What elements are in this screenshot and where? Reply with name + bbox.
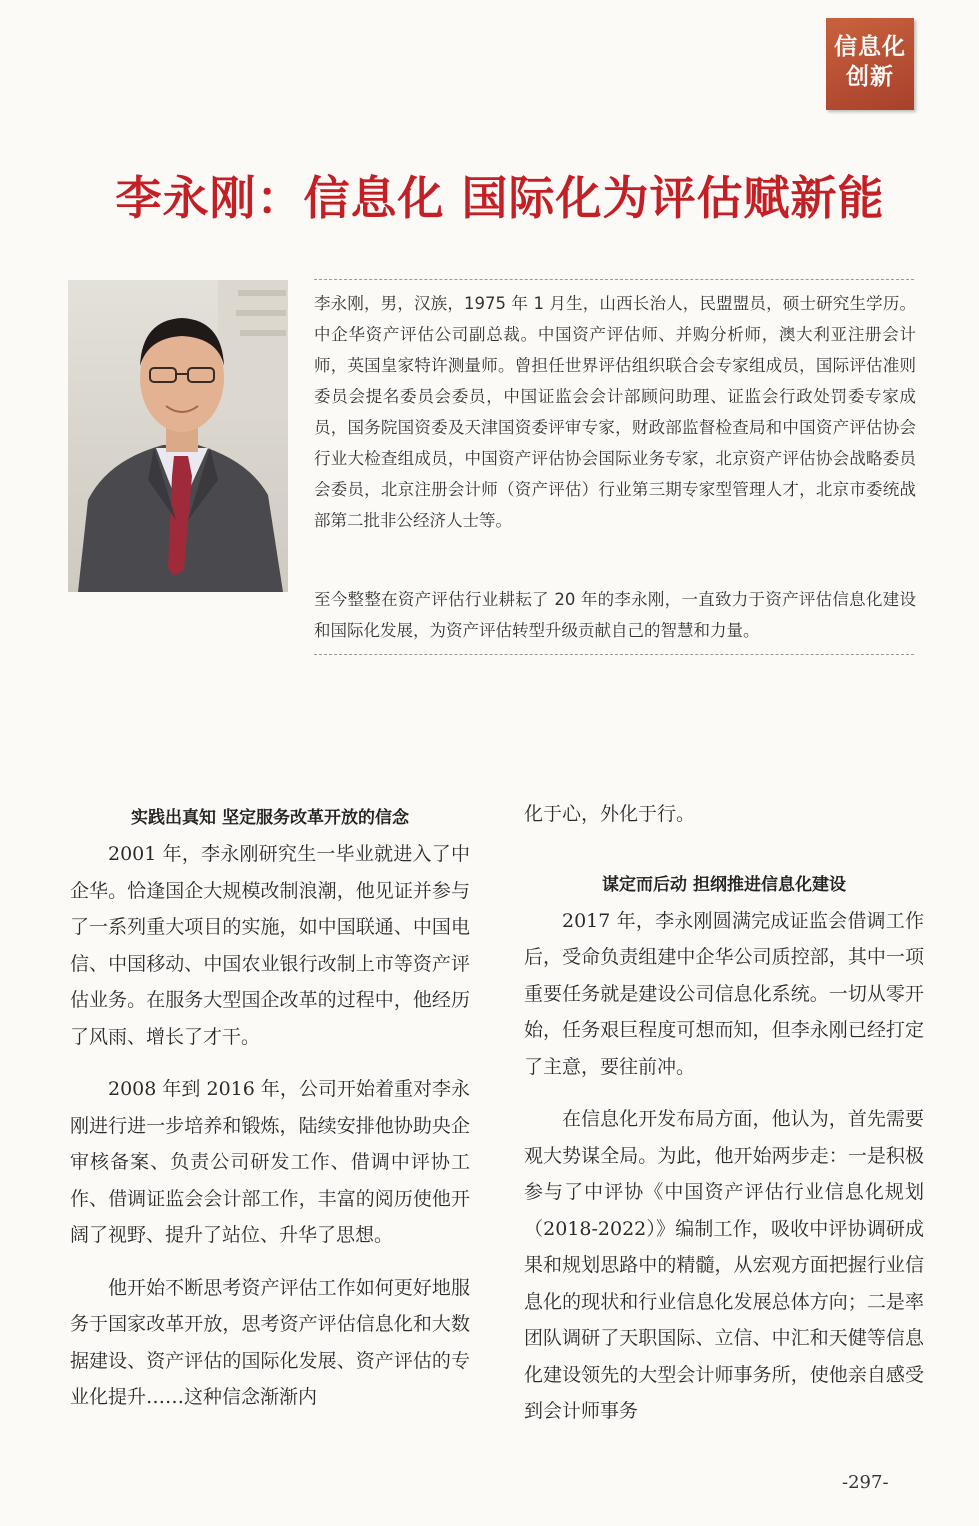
paragraph: 2001 年，李永刚研究生一毕业就进入了中企华。恰逢国企大规模改制浪潮，他见证并参与了一系列重大项目的实施，如中国联通、中国电信、中国移动、中国农业银行改制上市等资产评估业务。在服务大型国企改革的过程中，他经历了风雨、增长了才干。 <box>70 843 470 1048</box>
article-title: 李永刚：信息化 国际化为评估赋新能 <box>115 171 885 225</box>
left-column <box>70 800 470 1416</box>
right-column <box>524 796 924 1430</box>
section-tag <box>826 18 914 110</box>
paragraph: 在信息化开发布局方面，他认为，首先需要观大势谋全局。为此，他开始两步走：一是积极参与了中评协《中国资产评估行业信息化规划（2018-2022）》编制工作，吸收中评协调研成果和规划思路中的精髓，从宏观方面把握行业信息化的现状和行业信息化发展总体方向；二是率团队调研了天职国际、立信、中汇和天健等信息化建设领先的大型会计师事务所，使他亲自感受到会计师事务 <box>524 1108 924 1422</box>
section-heading-1: 实践出真知 坚定服务改革开放的信念 <box>131 808 409 828</box>
paragraph: 2017 年，李永刚圆满完成证监会借调工作后，受命负责组建中企华公司质控部，其中一项重要任务就是建设公司信息化系统。一切从零开始，任务艰巨程度可想而知，但李永刚已经打定了主意，要往前冲。 <box>524 909 924 1078</box>
page-number: -297- <box>842 1472 889 1493</box>
intro-bottom-rule <box>314 654 914 655</box>
portrait-illustration <box>68 280 288 592</box>
paragraph: 2008 年到 2016 年，公司开始着重对李永刚进行进一步培养和锻炼，陆续安排他协助央企审核备案、负责公司研发工作、借调中评协工作、借调证监会会计部工作，丰富的阅历使他开阔了视野、提升了站位、升华了思想。 <box>70 1078 470 1246</box>
section-tag-line2: 创新 <box>846 64 894 90</box>
author-bio: 李永刚，男，汉族，1975 年 1 月生，山西长治人，民盟盟员，硕士研究生学历。中企华资产评估公司副总裁。中国资产评估师、并购分析师，澳大利亚注册会计师，英国皇家特许测量师。曾担任世界评估组织联合会专家组成员，国际评估准则委员会提名委员会委员，中国证监会会计部顾问助理、证监会行政处罚委专家成员，国务院国资委及天津国资委评审专家，财政部监督检查局和中国资产评估协会行业大检查组成员，中国资产评估协会国际业务专家，北京资产评估协会战略委员会委员，北京注册会计师（资产评估）行业第三期专家型管理人才，北京市委统战部第二批非公经济人士等。 <box>314 294 916 530</box>
intro-top-rule <box>314 279 914 280</box>
section-tag-line1: 信息化 <box>834 34 906 60</box>
paragraph-continuation: 化于心，外化于行。 <box>524 803 696 825</box>
article-summary: 至今整整在资产评估行业耕耘了 20 年的李永刚，一直致力于资产评估信息化建设和国际化发展，为资产评估转型升级贡献自己的智慧和力量。 <box>314 590 916 640</box>
paragraph: 他开始不断思考资产评估工作如何更好地服务于国家改革开放，思考资产评估信息化和大数据建设、资产评估的国际化发展、资产评估的专业化提升……这种信念渐渐内 <box>70 1276 470 1408</box>
section-heading-2: 谋定而后动 担纲推进信息化建设 <box>602 874 846 895</box>
portrait-photo <box>68 280 288 592</box>
